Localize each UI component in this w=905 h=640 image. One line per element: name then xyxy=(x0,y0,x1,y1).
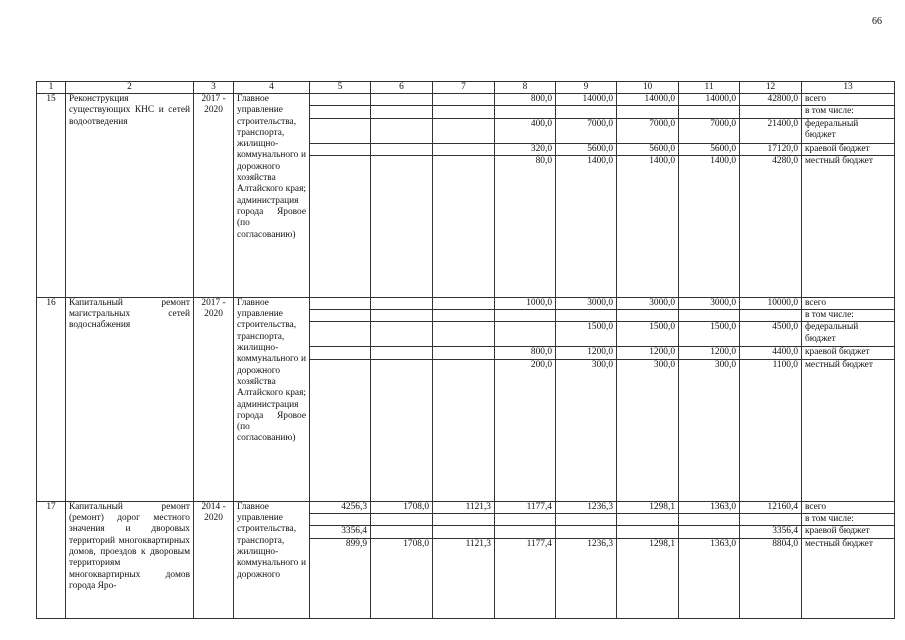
amount-cell xyxy=(617,106,679,118)
amount-cell: 14000,0 xyxy=(556,94,617,106)
header-cell: 2 xyxy=(66,82,194,94)
amount-cell: 4280,0 xyxy=(740,155,802,297)
amount-cell xyxy=(310,322,371,347)
amount-cell: 42800,0 xyxy=(740,94,802,106)
amount-cell xyxy=(371,359,433,501)
amount-cell xyxy=(617,514,679,526)
amount-cell xyxy=(617,310,679,322)
amount-cell: 14000,0 xyxy=(679,94,740,106)
table-row xyxy=(37,94,895,106)
row-number: 15 xyxy=(37,94,66,298)
header-cell: 11 xyxy=(679,82,740,94)
header-cell: 12 xyxy=(740,82,802,94)
amount-cell xyxy=(371,94,433,106)
funding-source: местный бюджет xyxy=(802,359,895,501)
amount-cell: 1236,3 xyxy=(556,501,617,513)
funding-source: в том числе: xyxy=(802,310,895,322)
funding-source: федеральный бюджет xyxy=(802,322,895,347)
amount-cell: 1363,0 xyxy=(679,501,740,513)
funding-source: краевой бюджет xyxy=(802,143,895,155)
header-cell: 4 xyxy=(234,82,310,94)
amount-cell xyxy=(433,143,495,155)
amount-cell xyxy=(310,143,371,155)
amount-cell xyxy=(371,526,433,538)
amount-cell xyxy=(740,514,802,526)
amount-cell: 800,0 xyxy=(495,347,556,359)
amount-cell xyxy=(371,322,433,347)
measure-name: Капитальный ремонт (ремонт) дорог местного значения и дворовых территорий многоквартирных домов, проездов к дворовым территориям многоквартирных домов города Яро- xyxy=(66,501,194,618)
amount-cell: 300,0 xyxy=(617,359,679,501)
amount-cell: 1121,3 xyxy=(433,538,495,618)
funding-source: в том числе: xyxy=(802,106,895,118)
funding-source: в том числе: xyxy=(802,514,895,526)
amount-cell: 1200,0 xyxy=(556,347,617,359)
amount-cell: 10000,0 xyxy=(740,297,802,309)
amount-cell: 1400,0 xyxy=(556,155,617,297)
amount-cell: 4400,0 xyxy=(740,347,802,359)
amount-cell xyxy=(433,359,495,501)
amount-cell xyxy=(310,94,371,106)
amount-cell xyxy=(679,526,740,538)
amount-cell xyxy=(310,118,371,143)
funding-source: федеральный бюджет xyxy=(802,118,895,143)
amount-cell xyxy=(495,106,556,118)
amount-cell: 1400,0 xyxy=(679,155,740,297)
row-number: 16 xyxy=(37,297,66,501)
header-cell: 7 xyxy=(433,82,495,94)
amount-cell: 1298,1 xyxy=(617,501,679,513)
header-cell: 3 xyxy=(194,82,234,94)
amount-cell: 1500,0 xyxy=(556,322,617,347)
row-number: 17 xyxy=(37,501,66,618)
measure-name: Реконструкция существующих КНС и сетей водоотведения xyxy=(66,94,194,298)
funding-source: местный бюджет xyxy=(802,538,895,618)
amount-cell: 3356,4 xyxy=(310,526,371,538)
amount-cell xyxy=(310,310,371,322)
amount-cell xyxy=(617,526,679,538)
amount-cell: 320,0 xyxy=(495,143,556,155)
funding-source: краевой бюджет xyxy=(802,526,895,538)
amount-cell xyxy=(556,310,617,322)
amount-cell: 5600,0 xyxy=(617,143,679,155)
amount-cell xyxy=(433,310,495,322)
amount-cell xyxy=(433,155,495,297)
amount-cell xyxy=(433,118,495,143)
amount-cell: 12160,4 xyxy=(740,501,802,513)
amount-cell: 7000,0 xyxy=(556,118,617,143)
amount-cell: 1200,0 xyxy=(617,347,679,359)
amount-cell: 400,0 xyxy=(495,118,556,143)
executor: Главное управление строительства, транспорта, жилищно-коммунального и дорожного хозяйства Алтайского края; администрация города Яровое (по согласованию) xyxy=(234,94,310,298)
amount-cell: 5600,0 xyxy=(556,143,617,155)
header-cell: 1 xyxy=(37,82,66,94)
amount-cell: 1400,0 xyxy=(617,155,679,297)
amount-cell: 1298,1 xyxy=(617,538,679,618)
funding-source: местный бюджет xyxy=(802,155,895,297)
header-cell: 5 xyxy=(310,82,371,94)
amount-cell xyxy=(433,322,495,347)
amount-cell: 3000,0 xyxy=(556,297,617,309)
amount-cell xyxy=(310,155,371,297)
amount-cell xyxy=(679,514,740,526)
amount-cell: 899,9 xyxy=(310,538,371,618)
funding-source: всего xyxy=(802,501,895,513)
amount-cell xyxy=(433,106,495,118)
amount-cell xyxy=(310,106,371,118)
amount-cell xyxy=(371,155,433,297)
table-row xyxy=(37,297,895,309)
amount-cell: 7000,0 xyxy=(617,118,679,143)
amount-cell: 3000,0 xyxy=(679,297,740,309)
budget-table xyxy=(36,81,895,619)
amount-cell xyxy=(679,106,740,118)
amount-cell: 1121,3 xyxy=(433,501,495,513)
amount-cell xyxy=(371,514,433,526)
amount-cell xyxy=(495,322,556,347)
period: 2014 - 2020 xyxy=(194,501,234,618)
amount-cell: 3356,4 xyxy=(740,526,802,538)
amount-cell xyxy=(433,94,495,106)
period: 2017 - 2020 xyxy=(194,94,234,298)
amount-cell xyxy=(371,310,433,322)
table-row xyxy=(37,501,895,513)
amount-cell xyxy=(556,514,617,526)
amount-cell: 1177,4 xyxy=(495,538,556,618)
amount-cell xyxy=(371,106,433,118)
amount-cell: 4256,3 xyxy=(310,501,371,513)
period: 2017 - 2020 xyxy=(194,297,234,501)
page-number: 66 xyxy=(872,16,882,27)
amount-cell: 1000,0 xyxy=(495,297,556,309)
amount-cell xyxy=(495,526,556,538)
amount-cell: 1708,0 xyxy=(371,501,433,513)
funding-source: всего xyxy=(802,94,895,106)
amount-cell xyxy=(433,514,495,526)
header-row xyxy=(37,82,895,94)
amount-cell xyxy=(310,514,371,526)
amount-cell xyxy=(495,514,556,526)
amount-cell: 1363,0 xyxy=(679,538,740,618)
amount-cell: 200,0 xyxy=(495,359,556,501)
amount-cell: 300,0 xyxy=(679,359,740,501)
amount-cell xyxy=(310,359,371,501)
amount-cell: 1500,0 xyxy=(679,322,740,347)
amount-cell: 8804,0 xyxy=(740,538,802,618)
amount-cell: 800,0 xyxy=(495,94,556,106)
amount-cell xyxy=(679,310,740,322)
executor: Главное управление строительства, транспорта, жилищно-коммунального и дорожного xyxy=(234,501,310,618)
amount-cell: 1177,4 xyxy=(495,501,556,513)
amount-cell xyxy=(740,106,802,118)
amount-cell: 14000,0 xyxy=(617,94,679,106)
amount-cell xyxy=(433,526,495,538)
amount-cell xyxy=(371,297,433,309)
amount-cell: 1236,3 xyxy=(556,538,617,618)
executor: Главное управление строительства, транспорта, жилищно-коммунального и дорожного хозяйства Алтайского края; администрация города Яровое (по согласованию) xyxy=(234,297,310,501)
amount-cell: 4500,0 xyxy=(740,322,802,347)
amount-cell xyxy=(310,347,371,359)
header-cell: 8 xyxy=(495,82,556,94)
amount-cell xyxy=(433,347,495,359)
amount-cell: 1500,0 xyxy=(617,322,679,347)
header-cell: 9 xyxy=(556,82,617,94)
amount-cell: 1200,0 xyxy=(679,347,740,359)
amount-cell xyxy=(556,106,617,118)
amount-cell xyxy=(371,118,433,143)
amount-cell: 80,0 xyxy=(495,155,556,297)
amount-cell xyxy=(371,347,433,359)
amount-cell: 3000,0 xyxy=(617,297,679,309)
measure-name: Капитальный ремонт магистральных сетей водоснабжения xyxy=(66,297,194,501)
amount-cell xyxy=(371,143,433,155)
amount-cell xyxy=(433,297,495,309)
header-cell: 13 xyxy=(802,82,895,94)
amount-cell: 1708,0 xyxy=(371,538,433,618)
amount-cell: 7000,0 xyxy=(679,118,740,143)
amount-cell: 300,0 xyxy=(556,359,617,501)
amount-cell xyxy=(495,310,556,322)
funding-source: краевой бюджет xyxy=(802,347,895,359)
header-cell: 6 xyxy=(371,82,433,94)
amount-cell: 21400,0 xyxy=(740,118,802,143)
amount-cell xyxy=(310,297,371,309)
amount-cell xyxy=(556,526,617,538)
amount-cell xyxy=(740,310,802,322)
amount-cell: 1100,0 xyxy=(740,359,802,501)
amount-cell: 5600,0 xyxy=(679,143,740,155)
funding-source: всего xyxy=(802,297,895,309)
amount-cell: 17120,0 xyxy=(740,143,802,155)
header-cell: 10 xyxy=(617,82,679,94)
